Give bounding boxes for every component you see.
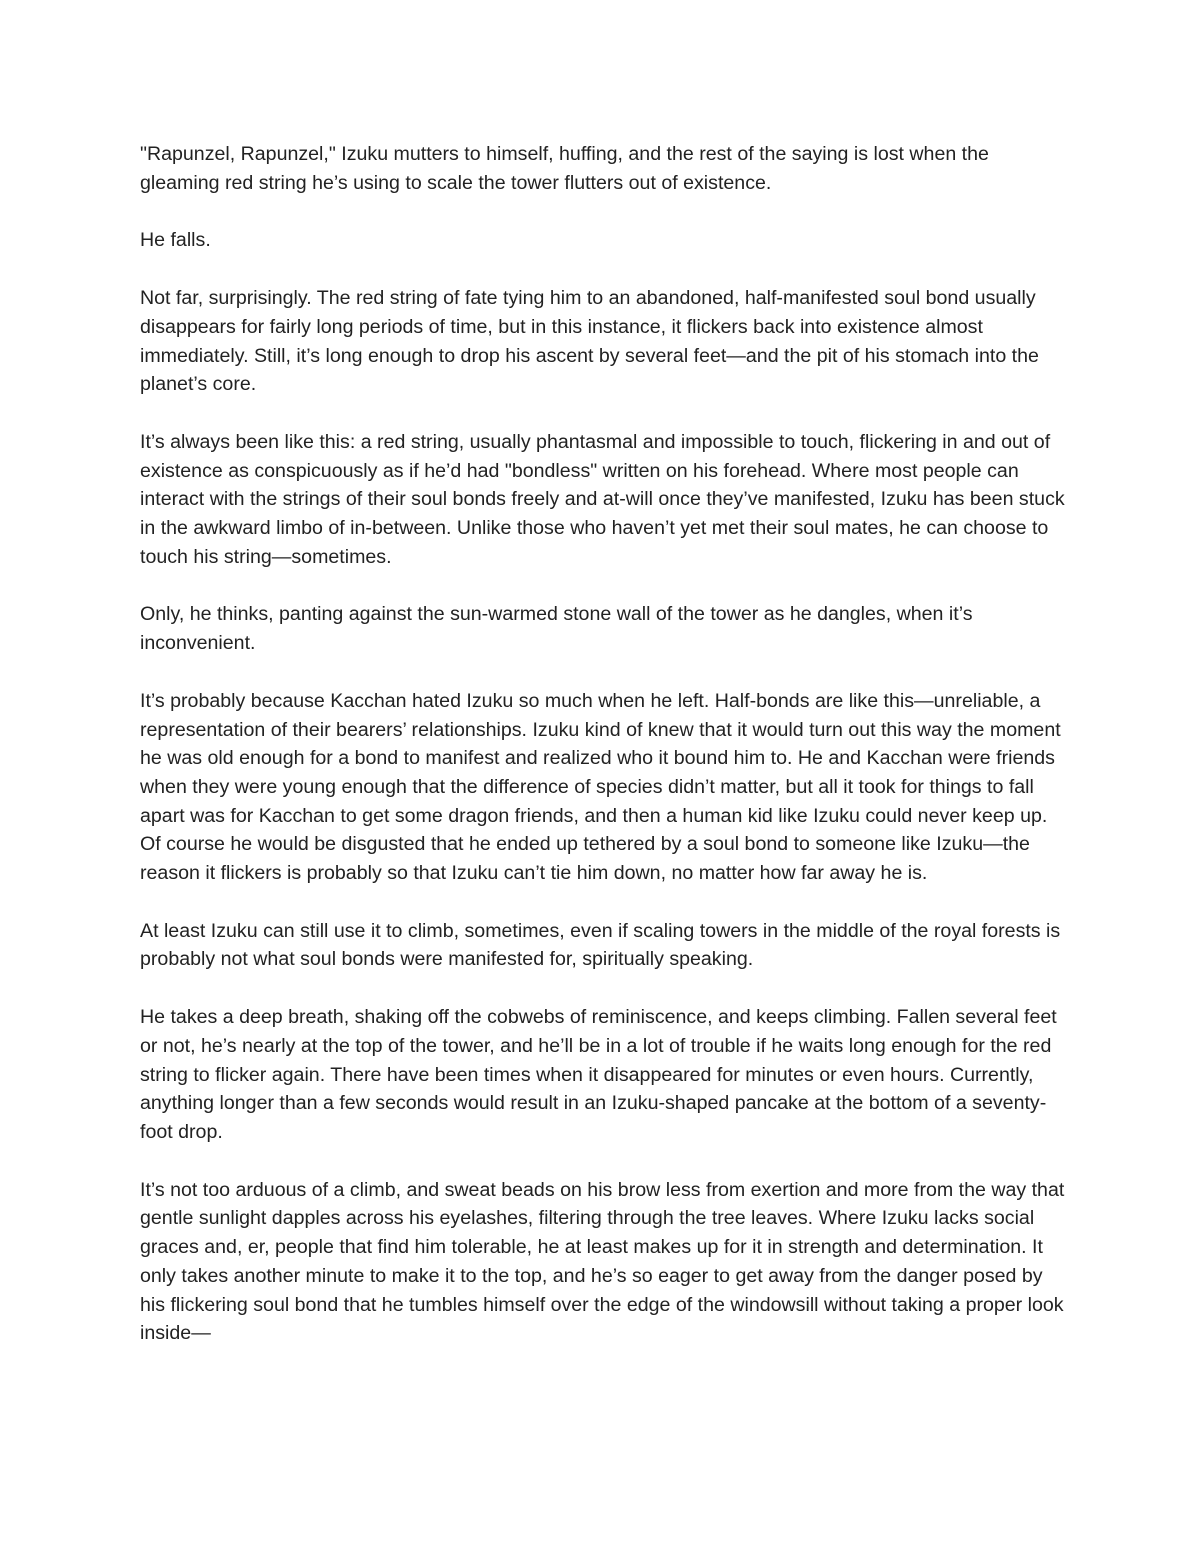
paragraph-3: Not far, surprisingly. The red string of fate tying him to an abandoned, half-manifested soul bond usually disappears for fairly long periods of time, but in this instance, it flickers back into existence almost immediately. Still, it’s long enough to drop his ascent by several feet—and the pit of his stomach into the planet’s core.	[140, 287, 1039, 396]
paragraph-5: Only, he thinks, panting against the sun-warmed stone wall of the tower as he dangles, when it’s inconvenient.	[140, 603, 973, 655]
paragraph-7: At least Izuku can still use it to climb, sometimes, even if scaling towers in the middle of the royal forests is probably not what soul bonds were manifested for, spiritually speaking.	[140, 919, 1061, 971]
paragraph-1: "Rapunzel, Rapunzel," Izuku mutters to himself, huffing, and the rest of the saying is lost when the gleaming red string he’s using to scale the tower flutters out of existence.	[140, 143, 989, 194]
document-body	[140, 140, 1065, 1377]
paragraph-8: He takes a deep breath, shaking off the cobwebs of reminiscence, and keeps climbing. Fallen several feet or not, he’s nearly at the top of the tower, and he’ll be in a lot of trouble if he waits long enough for the red string to flicker again. There have been times when it disappeared for minutes or even hours. Currently, anything longer than a few seconds would result in an Izuku-shaped pancake at the bottom of a seventy-foot drop.	[140, 1006, 1057, 1143]
paragraph-6: It’s probably because Kacchan hated Izuku so much when he left. Half-bonds are like this—unreliable, a representation of their bearers’ relationships. Izuku kind of knew that it would turn out this way the moment he was old enough for a bond to manifest and realized who it bound him to. He and Kacchan were friends when they were young enough that the difference of species didn’t matter, but all it took for things to fall apart was for Kacchan to get some dragon friends, and then a human kid like Izuku could never keep up. Of course he would be disgusted that he ended up tethered by a soul bond to someone like Izuku—the reason it flickers is probably so that Izuku can’t tie him down, no matter how far away he is.	[140, 689, 1061, 885]
paragraph-2: He falls.	[140, 229, 211, 252]
paragraph-4: It’s always been like this: a red string, usually phantasmal and impossible to touch, flickering in and out of existence as conspicuously as if he’d had "bondless" written on his forehead. Where most people can interact with the strings of their soul bonds freely and at-will once they’ve manifested, Izuku has been stuck in the awkward limbo of in-between. Unlike those who haven’t yet met their soul mates, he can choose to touch his string—sometimes.	[140, 430, 1065, 568]
paragraph-9: It’s not too arduous of a climb, and sweat beads on his brow less from exertion and more from the way that gentle sunlight dapples across his eyelashes, filtering through the tree leaves. Where Izuku lacks social graces and, er, people that find him tolerable, he at least makes up for it in strength and determination. It only takes another minute to make it to the top, and he’s so eager to get away from the danger posed by his flickering soul bond that he tumbles himself over the edge of the windowsill without taking a proper look inside—	[140, 1178, 1065, 1345]
